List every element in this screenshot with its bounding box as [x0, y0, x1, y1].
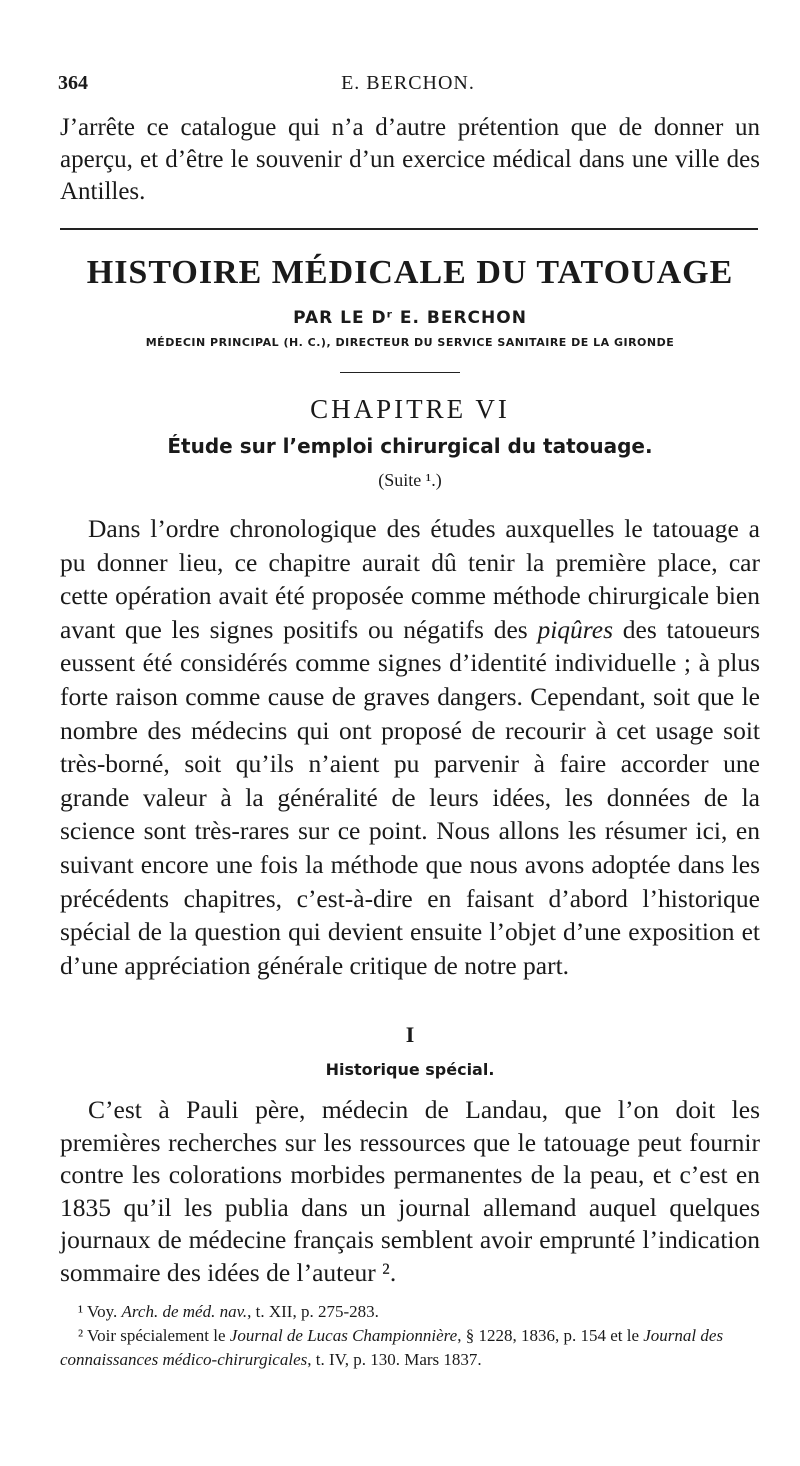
- paragraph-text: Dans l’ordre chronologique des études auxquelles le tatouage a pu donner lieu, ce chapitre aurait dû tenir la première place, car cette opération avait été proposée comme méthode chirurgicale bien avant que les signes positifs ou négatifs des: [60, 514, 760, 644]
- article-title: HISTOIRE MÉDICALE DU TATOUAGE: [86, 254, 734, 291]
- section-divider: [60, 228, 758, 230]
- footnote-citation: Journal de Lucas Championnière: [229, 1326, 458, 1345]
- footnote-1: [60, 1300, 760, 1324]
- italic-term: piqûres: [537, 614, 614, 644]
- body-paragraph: [60, 1094, 760, 1289]
- page-header: [58, 72, 758, 102]
- footnote-text: Voir spécialement le: [83, 1326, 230, 1345]
- footnote-text: , § 1228, 1836, p. 154 et le: [457, 1326, 644, 1345]
- footnote-mark: ²: [78, 1326, 84, 1345]
- article-byline: PAR LE Dʳ E. BERCHON: [293, 308, 527, 328]
- intro-paragraph: J’arrête ce catalogue qui n’a d’autre prétention que de donner un aperçu, et d’être le souvenir d’un exercice médical dans une ville des Antilles.: [60, 114, 760, 205]
- chapter-subtitle: Étude sur l’emploi chirurgical du tatouage.: [167, 434, 653, 458]
- footnote-citation: Arch. de méd. nav.: [121, 1302, 248, 1321]
- running-title: E. BERCHON.: [341, 72, 475, 94]
- short-divider: [340, 372, 460, 373]
- section-number: I: [405, 1022, 415, 1047]
- section-title: Historique spécial.: [325, 1060, 495, 1079]
- paragraph-text: C’est à Pauli père, médecin de Landau, que l’on doit les premières recherches sur les ressources que le tatouage peut fournir contre les colorations morbides permanentes de la peau, et c’est en 1835 qu’il les publia dans un journal allemand auquel quelques journaux de médecine français semblent avoir emprunté l’indication sommaire des idées de l’auteur ².: [60, 1095, 760, 1287]
- footnote-2: [60, 1324, 760, 1372]
- footnote-text: , t. XII, p. 275-283.: [247, 1302, 379, 1321]
- paragraph-text: des tatoueurs eussent été considérés comme signes d’identité individuelle ; à plus forte raison comme cause de graves dangers. Cependant, soit que le nombre des médecins qui ont proposé de recourir à cet usage soit très-borné, soit qu’ils n’aient pu parvenir à faire accorder une grande valeur à la généralité de leurs idées, les données de la science sont très-rares sur ce point. Nous allons les résumer ici, en suivant encore une fois la méthode que nous avons adoptée dans les précédents chapitres, c’est-à-dire en faisant d’abord l’historique spécial de la question qui devient ensuite l’objet d’une exposition et d’une appréciation générale critique de notre part.: [60, 614, 761, 980]
- chapter-heading: CHAPITRE VI: [310, 394, 510, 424]
- footnote-text: , t. IV, p. 130. Mars 1837.: [307, 1350, 482, 1369]
- body-paragraph: [60, 512, 760, 982]
- footnote-mark: ¹: [78, 1302, 84, 1321]
- chapter-continued-note: (Suite ¹.): [378, 470, 442, 490]
- page-number: 364: [58, 72, 88, 94]
- footnote-text: Voy.: [83, 1302, 122, 1321]
- footnote-citation: Journal des connaissances médico-chirurgicales: [60, 1326, 724, 1369]
- author-affiliation: MÉDECIN PRINCIPAL (H. C.), DIRECTEUR DU SERVICE SANITAIRE DE LA GIRONDE: [145, 336, 675, 349]
